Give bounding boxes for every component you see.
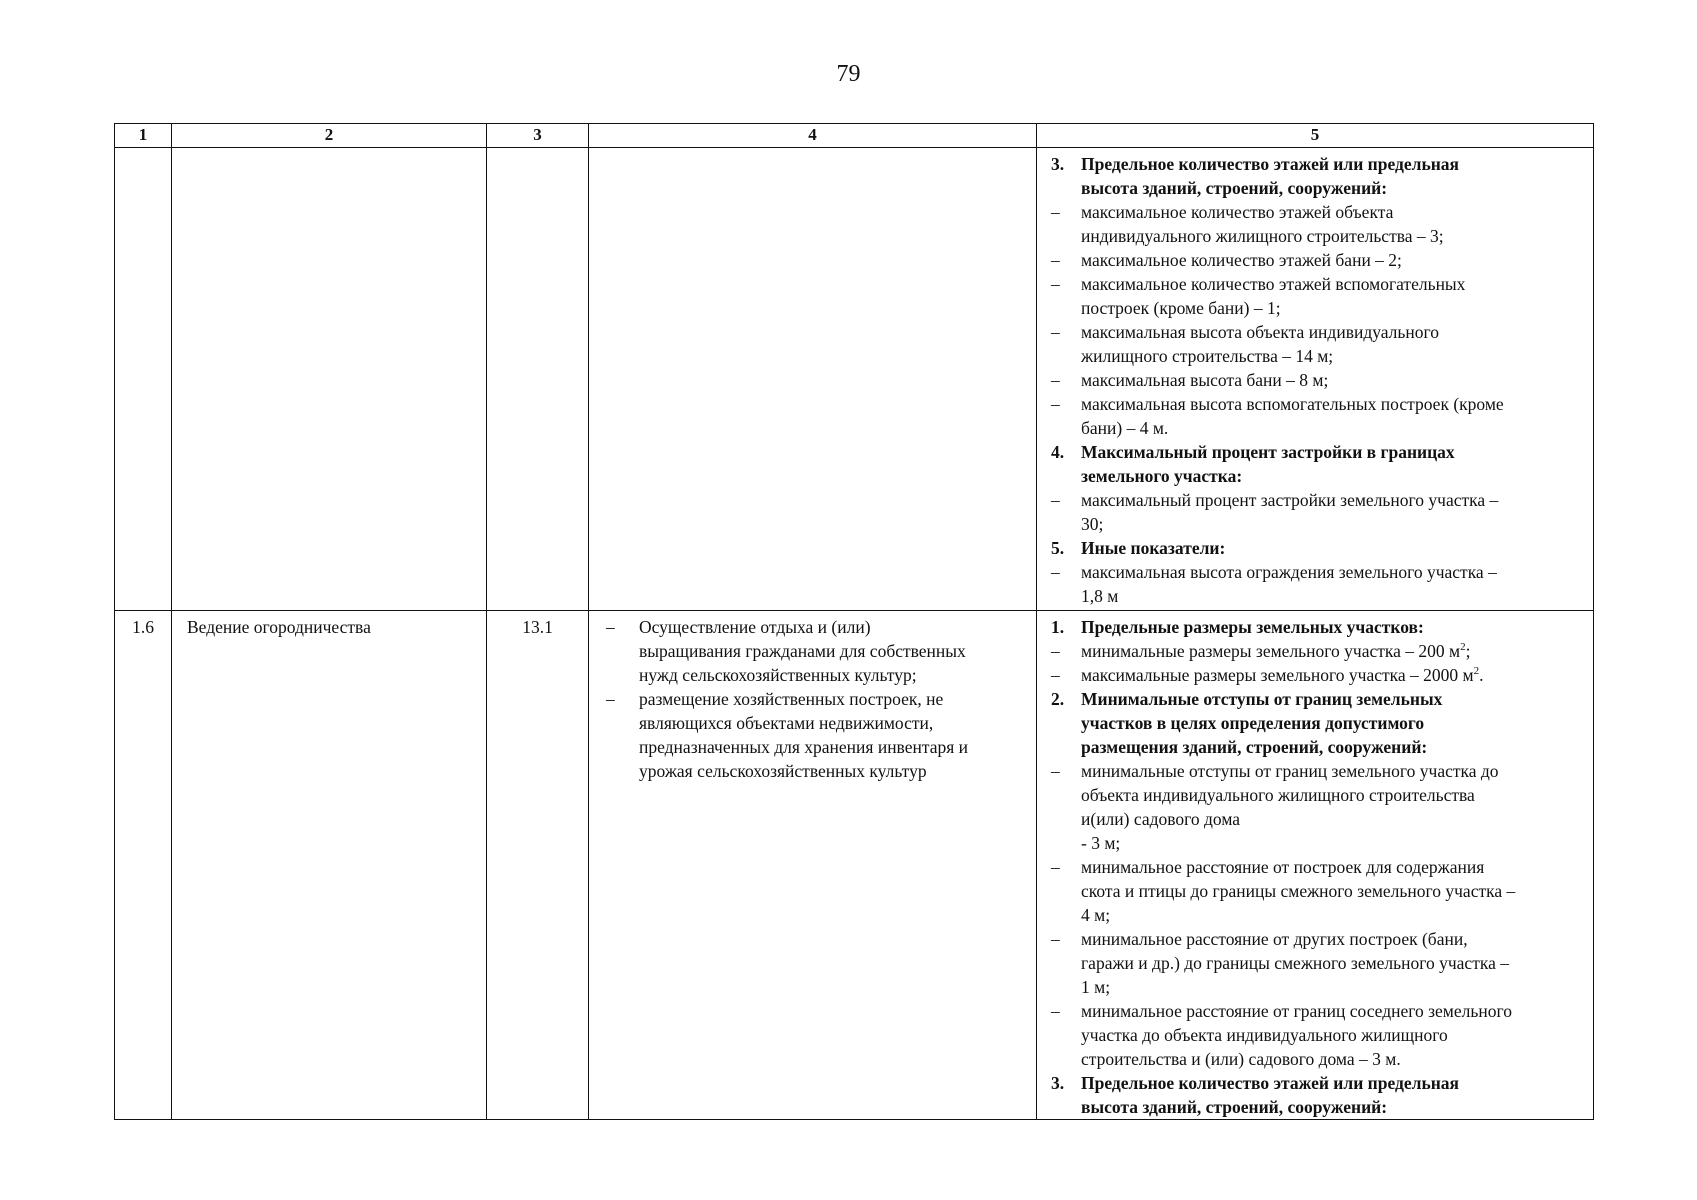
list-item	[589, 615, 1036, 639]
bullet-dash: –	[1051, 761, 1060, 781]
list-item	[1037, 200, 1587, 224]
superscript: 2	[1473, 665, 1480, 678]
cell-number	[115, 148, 172, 611]
item-text: 30;	[1081, 514, 1104, 534]
list-item	[1037, 855, 1587, 879]
item-text: максимальное количество этажей бани – 2;	[1081, 250, 1402, 270]
item-text: построек (кроме бани) – 1;	[1081, 298, 1281, 318]
list-item	[1037, 759, 1587, 783]
item-text: 1,8 м	[1081, 586, 1119, 606]
cell-parameters	[1037, 148, 1594, 611]
cell-use-type	[172, 148, 487, 611]
list-item-continuation	[1037, 1095, 1587, 1119]
cell-description	[589, 148, 1037, 611]
item-text: максимальная высота ограждения земельного участка –	[1081, 562, 1497, 582]
item-text: Иные показатели:	[1081, 538, 1226, 558]
list-item-continuation	[1037, 344, 1587, 368]
cell-use-type: Ведение огородничества	[172, 611, 487, 1120]
item-number: 3.	[1051, 1073, 1065, 1093]
regulations-table	[114, 123, 1594, 1120]
item-text: максимальное количество этажей объекта	[1081, 202, 1394, 222]
list-item-continuation	[1037, 831, 1587, 855]
bullet-dash: –	[606, 689, 615, 709]
item-text: Осуществление отдыха и (или)	[639, 617, 871, 637]
list-item	[1037, 320, 1587, 344]
list-item-continuation	[589, 759, 1036, 783]
item-text: нужд сельскохозяйственных культур;	[639, 665, 917, 685]
item-text: размещения зданий, строений, сооружений:	[1081, 737, 1428, 757]
item-text: Предельные размеры земельных участков:	[1081, 617, 1424, 637]
list-item	[1037, 488, 1587, 512]
item-text: максимальные размеры земельного участка – 2000 м	[1081, 665, 1474, 685]
item-punctuation: ;	[1465, 641, 1471, 661]
item-text: земельного участка:	[1081, 466, 1243, 486]
list-item	[1037, 999, 1587, 1023]
item-text: выращивания гражданами для собственных	[639, 641, 966, 661]
list-item-continuation	[1037, 464, 1587, 488]
bullet-dash: –	[1051, 562, 1060, 582]
list-item-continuation	[1037, 903, 1587, 927]
item-text: 4 м;	[1081, 905, 1111, 925]
item-number: 3.	[1051, 154, 1065, 174]
list-item-continuation	[1037, 783, 1587, 807]
item-text: индивидуального жилищного строительства – 3;	[1081, 226, 1444, 246]
list-item-continuation	[1037, 584, 1587, 608]
bullet-dash: –	[1051, 394, 1060, 414]
list-item	[1037, 392, 1587, 416]
bullet-dash: –	[1051, 857, 1060, 877]
item-text: минимальные отступы от границ земельного участка до	[1081, 761, 1499, 781]
list-item	[1037, 536, 1587, 560]
superscript: 2	[1460, 641, 1466, 654]
item-text: максимальное количество этажей вспомогательных	[1081, 274, 1466, 294]
list-item	[589, 687, 1036, 711]
list-item-continuation	[1037, 1047, 1587, 1071]
item-text: минимальные размеры земельного участка – 200 м	[1081, 641, 1461, 661]
page-number: 79	[836, 61, 861, 87]
bullet-dash: –	[1051, 929, 1060, 949]
list-item	[1037, 368, 1587, 392]
item-text: урожая сельскохозяйственных культур	[639, 761, 927, 781]
bullet-dash: –	[1051, 490, 1060, 510]
table-header-row	[115, 124, 1594, 148]
list-item	[1037, 1071, 1587, 1095]
item-number: 1.	[1051, 617, 1065, 637]
item-text: Предельное количество этажей или предельная	[1081, 154, 1460, 174]
item-text: минимальное расстояние от границ соседнего земельного	[1081, 1001, 1512, 1021]
bullet-dash: –	[1051, 250, 1060, 270]
cell-description	[589, 611, 1037, 1120]
list-item-continuation	[1037, 975, 1587, 999]
list-item	[1037, 927, 1587, 951]
item-text: предназначенных для хранения инвентаря и	[639, 737, 969, 757]
list-item-continuation	[589, 663, 1036, 687]
item-number: 4.	[1051, 442, 1065, 462]
item-text: скота и птицы до границы смежного земельного участка –	[1081, 881, 1516, 901]
item-number: 2.	[1051, 689, 1065, 709]
bullet-dash: –	[1051, 665, 1060, 685]
item-text: минимальное расстояние от других построек (бани,	[1081, 929, 1468, 949]
list-item-continuation	[1037, 735, 1587, 759]
bullet-dash: –	[1051, 641, 1060, 661]
cell-parameters	[1037, 611, 1594, 1120]
list-item	[1037, 560, 1587, 584]
list-item-continuation	[1037, 512, 1587, 536]
column-header-3: 3	[487, 124, 589, 148]
list-item-continuation	[1037, 879, 1587, 903]
list-item-continuation	[589, 735, 1036, 759]
bullet-dash: –	[1051, 274, 1060, 294]
item-text: максимальная высота объекта индивидуального	[1081, 322, 1439, 342]
column-header-1: 1	[115, 124, 172, 148]
item-punctuation: .	[1479, 665, 1484, 685]
item-text: высота зданий, строений, сооружений:	[1081, 178, 1388, 198]
list-item-continuation	[1037, 176, 1587, 200]
item-text: и(или) садового дома	[1081, 809, 1241, 829]
bullet-dash: –	[1051, 322, 1060, 342]
item-text: 1 м;	[1081, 977, 1111, 997]
list-item	[1037, 615, 1587, 639]
list-item	[1037, 663, 1587, 687]
item-text: Предельное количество этажей или предельная	[1081, 1073, 1460, 1093]
bullet-dash: –	[606, 617, 615, 637]
list-item	[1037, 152, 1587, 176]
list-item	[1037, 272, 1587, 296]
bullet-dash: –	[1051, 202, 1060, 222]
cell-code	[487, 148, 589, 611]
list-item-continuation	[1037, 711, 1587, 735]
item-text: гаражи и др.) до границы смежного земельного участка –	[1081, 953, 1509, 973]
cell-number: 1.6	[115, 611, 172, 1120]
item-text: участков в целях определения допустимого	[1081, 713, 1425, 733]
bullet-dash: –	[1051, 370, 1060, 390]
list-item-continuation	[589, 639, 1036, 663]
item-text: строительства и (или) садового дома – 3 м.	[1081, 1049, 1401, 1069]
column-header-5: 5	[1037, 124, 1594, 148]
list-item-continuation	[1037, 807, 1587, 831]
item-text: размещение хозяйственных построек, не	[639, 689, 944, 709]
item-text: Минимальные отступы от границ земельных	[1081, 689, 1443, 709]
item-text: - 3 м;	[1081, 833, 1121, 853]
item-text: максимальная высота вспомогательных построек (кроме	[1081, 394, 1504, 414]
bullet-dash: –	[1051, 1001, 1060, 1021]
list-item-continuation	[1037, 296, 1587, 320]
list-item-continuation	[589, 711, 1036, 735]
item-text: участка до объекта индивидуального жилищного	[1081, 1025, 1448, 1045]
item-text: жилищного строительства – 14 м;	[1081, 346, 1334, 366]
column-header-4: 4	[589, 124, 1037, 148]
item-text: максимальный процент застройки земельного участка –	[1081, 490, 1499, 510]
cell-code: 13.1	[487, 611, 589, 1120]
list-item-continuation	[1037, 416, 1587, 440]
column-header-2: 2	[172, 124, 487, 148]
list-item	[1037, 248, 1587, 272]
list-item	[1037, 639, 1587, 663]
list-item-continuation	[1037, 224, 1587, 248]
item-text: Максимальный процент застройки в границах	[1081, 442, 1455, 462]
list-item-continuation	[1037, 951, 1587, 975]
table-row	[115, 611, 1594, 1120]
item-text: объекта индивидуального жилищного строительства	[1081, 785, 1475, 805]
list-item-continuation	[1037, 1023, 1587, 1047]
item-text: бани) – 4 м.	[1081, 418, 1169, 438]
table-row	[115, 148, 1594, 611]
item-text: высота зданий, строений, сооружений:	[1081, 1097, 1388, 1117]
item-text: являющихся объектами недвижимости,	[639, 713, 934, 733]
item-number: 5.	[1051, 538, 1065, 558]
list-item	[1037, 440, 1587, 464]
item-text: максимальная высота бани – 8 м;	[1081, 370, 1329, 390]
item-text: минимальное расстояние от построек для содержания	[1081, 857, 1485, 877]
list-item	[1037, 687, 1587, 711]
